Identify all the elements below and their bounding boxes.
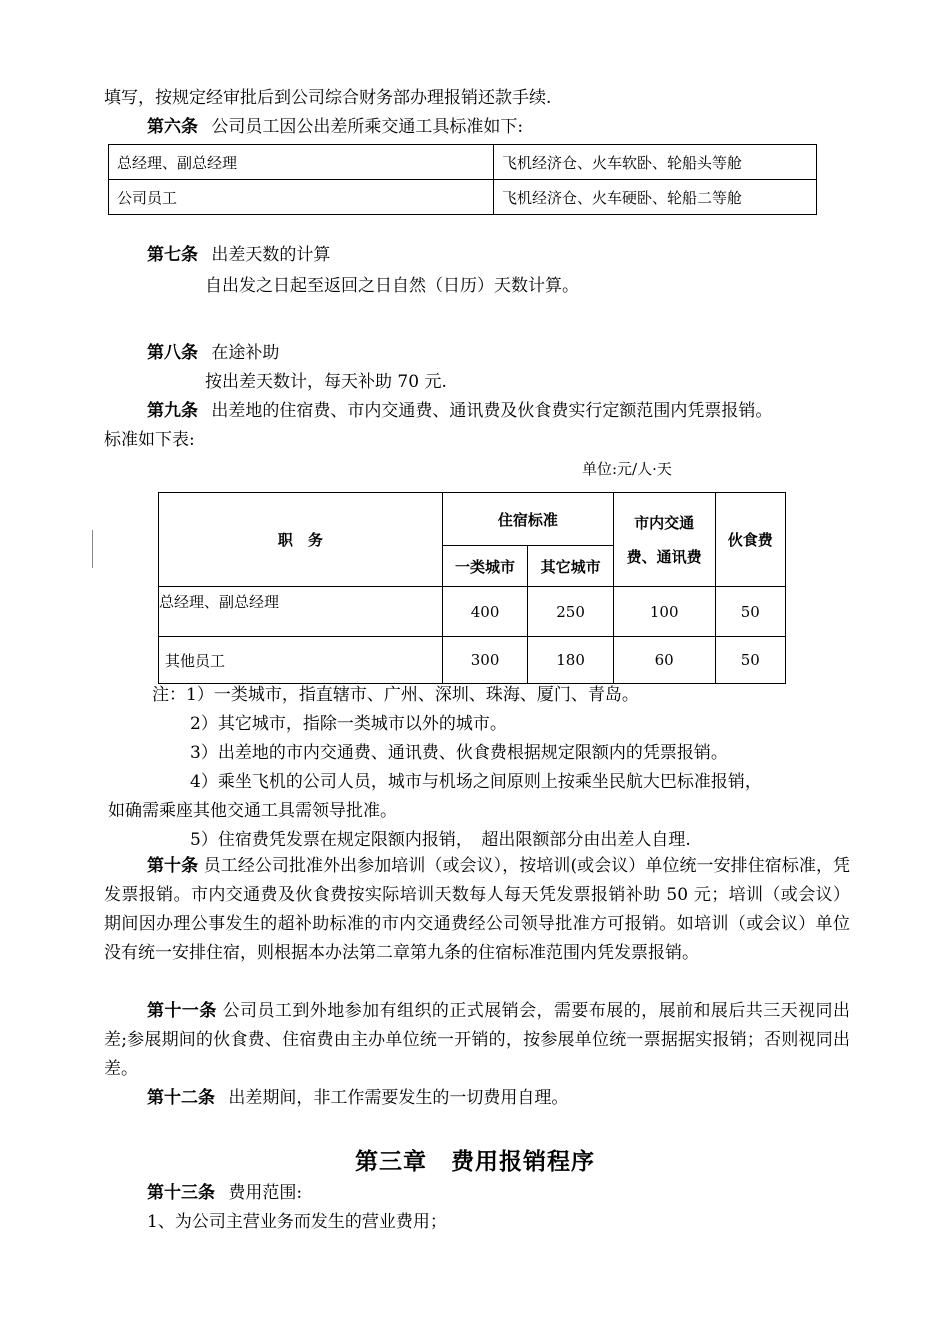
article-7-detail: 自出发之日起至返回之日自然（日历）天数计算。 [205, 276, 579, 296]
article-10-text: 员工经公司批准外出参加培训（或会议），按培训(或会议）单位统一安排住宿标准，凭发票报销。市内交通费及伙食费按实际培训天数每人每天凭发票报销补助 50 元；培训（或会议）期间因办理公事发生的超补助标准的市内交通费经公司领导批准方可报销。如培训（或会议）单位没有统一安排住宿，则根据本办法第二章第九条的住宿标准范围内凭发票报销。 [104, 856, 851, 963]
table-row [159, 587, 786, 637]
article-11-text: 公司员工到外地参加有组织的正式展销会，需要布展的，展前和展后共三天视同出差;参展期间的伙食费、住宿费由主办单位统一开销的，按参展单位统一票据据实报销；否则视同出差。 [104, 1001, 851, 1079]
article-8 [147, 342, 279, 364]
other-city-cell: 180 [528, 637, 614, 684]
tier1-cell: 400 [442, 587, 528, 637]
transport-table [108, 144, 817, 215]
table-row [109, 145, 817, 180]
note-1: 注：1）一类城市，指直辖市、广州、深圳、珠海、厦门、青岛。 [152, 685, 639, 705]
other-city-cell: 250 [528, 587, 614, 637]
margin-marker [92, 530, 93, 568]
position-header: 职 务 [159, 493, 443, 587]
meal-header: 伙食费 [715, 493, 786, 587]
role-cell: 公司员工 [109, 180, 494, 215]
transport-cell: 60 [613, 637, 715, 684]
list-item-1: 1、为公司主营业务而发生的营业费用； [147, 1212, 447, 1232]
lodging-header: 住宿标准 [442, 493, 613, 546]
meal-cell: 50 [715, 587, 786, 637]
article-13-label: 第十三条 [147, 1183, 215, 1203]
article-8-label: 第八条 [147, 343, 198, 363]
role-cell: 总经理、副总经理 [109, 145, 494, 180]
article-8-detail: 按出差天数计，每天补助 70 元. [205, 372, 447, 392]
note-5: 5）住宿费凭发票在规定限额内报销， 超出限额部分由出差人自理. [190, 830, 691, 850]
article-9-text: 出差地的住宿费、市内交通费、通讯费及伙食费实行定额范围内凭票报销。 [211, 401, 773, 421]
article-6-text: 公司员工因公出差所乘交通工具标准如下: [211, 117, 524, 137]
transport-cell: 100 [613, 587, 715, 637]
note-3: 3）出差地的市内交通费、通讯费、伙食费根据规定限额内的凭票报销。 [190, 743, 728, 763]
article-13 [147, 1182, 302, 1204]
top-line: 填写，按规定经审批后到公司综合财务部办理报销还款手续. [104, 88, 552, 108]
article-12 [147, 1087, 568, 1109]
standard-cell: 飞机经济仓、火车软卧、轮船头等舱 [494, 145, 817, 180]
role-cell: 其他员工 [159, 637, 443, 684]
meal-cell: 50 [715, 637, 786, 684]
transport-header-line1: 市内交通 [634, 513, 695, 532]
note-4: 4）乘坐飞机的公司人员，城市与机场之间原则上按乘坐民航大巴标准报销， [190, 772, 762, 792]
article-10-label: 第十条 [147, 856, 199, 876]
note-4-cont: 如确需乘座其他交通工具需领导批准。 [108, 801, 397, 821]
article-8-text: 在途补助 [211, 343, 280, 363]
chapter-title: 第三章 费用报销程序 [355, 1149, 595, 1175]
article-13-text: 费用范围: [228, 1183, 303, 1203]
article-11 [104, 997, 850, 1084]
article-11-label: 第十一条 [147, 1001, 217, 1021]
unit-label: 单位:元/人·天 [582, 460, 672, 478]
article-9 [147, 400, 772, 422]
standard-cell: 飞机经济仓、火车硬卧、轮船二等舱 [494, 180, 817, 215]
article-9-label: 第九条 [147, 401, 198, 421]
article-9-text2: 标准如下表: [104, 430, 195, 450]
article-6-label: 第六条 [147, 117, 198, 137]
article-7-text: 出差天数的计算 [211, 245, 331, 265]
note-2: 2）其它城市，指除一类城市以外的城市。 [190, 714, 507, 734]
transport-header-line2: 费、通讯费 [626, 547, 702, 566]
table-row [109, 180, 817, 215]
table-header-row [159, 493, 786, 546]
allowance-table [158, 492, 786, 684]
article-7 [147, 244, 330, 266]
table-row [159, 637, 786, 684]
tier1-cell: 300 [442, 637, 528, 684]
article-12-text: 出差期间，非工作需要发生的一切费用自理。 [228, 1088, 569, 1108]
other-city-header: 其它城市 [528, 546, 614, 587]
article-6 [147, 116, 523, 138]
article-7-label: 第七条 [147, 245, 198, 265]
article-12-label: 第十二条 [147, 1088, 215, 1108]
role-cell: 总经理、副总经理 [159, 587, 443, 637]
transport-header [613, 493, 715, 587]
article-10 [104, 852, 850, 968]
tier1-header: 一类城市 [442, 546, 528, 587]
